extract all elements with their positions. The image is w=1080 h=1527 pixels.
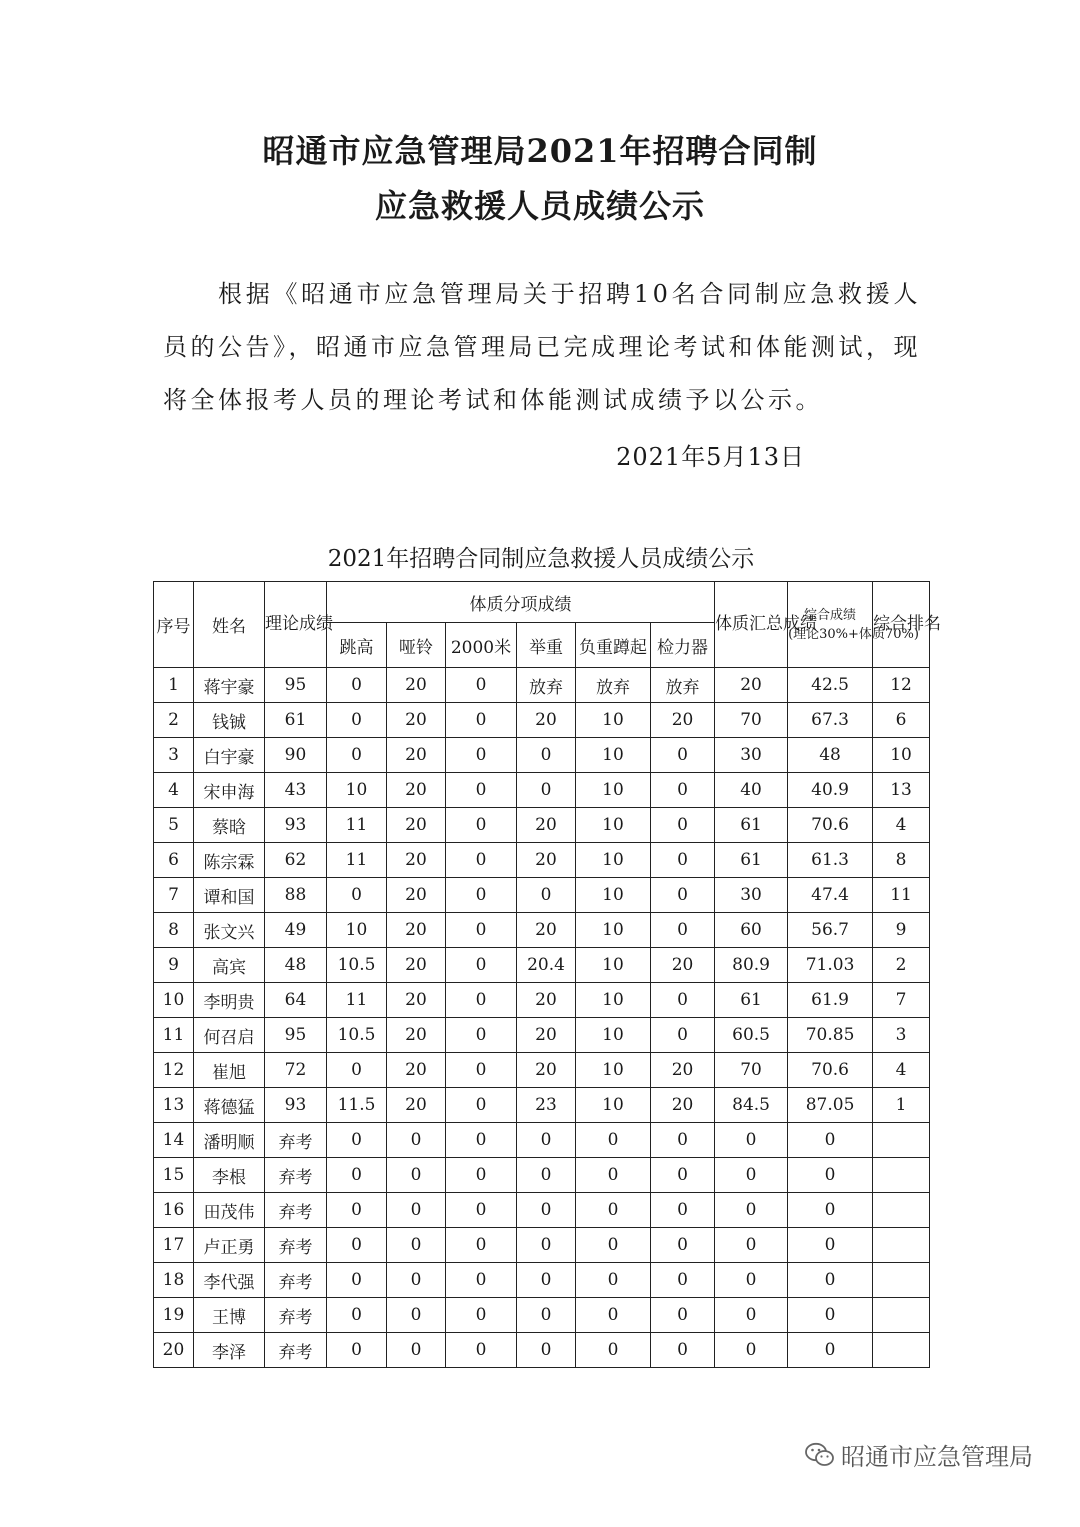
cell-weightlift: 放弃 bbox=[517, 668, 576, 703]
cell-theory: 弃考 bbox=[265, 1158, 327, 1193]
cell-weightlift: 0 bbox=[517, 1333, 576, 1368]
header-high-jump: 跳高 bbox=[327, 623, 387, 668]
cell-physical-total: 0 bbox=[715, 1193, 788, 1228]
cell-composite: 70.85 bbox=[788, 1018, 873, 1053]
cell-physical-total: 0 bbox=[715, 1123, 788, 1158]
cell-seq: 15 bbox=[154, 1158, 194, 1193]
cell-run-2000: 0 bbox=[446, 983, 517, 1018]
cell-weightlift: 0 bbox=[517, 1263, 576, 1298]
cell-run-2000: 0 bbox=[446, 1228, 517, 1263]
table-row bbox=[154, 738, 930, 773]
table-row bbox=[154, 1193, 930, 1228]
cell-dumbbell: 0 bbox=[387, 1228, 446, 1263]
cell-rank: 4 bbox=[873, 808, 930, 843]
cell-rank: 4 bbox=[873, 1053, 930, 1088]
table-row bbox=[154, 913, 930, 948]
table-row bbox=[154, 1298, 930, 1333]
cell-high-jump: 0 bbox=[327, 668, 387, 703]
cell-seq: 13 bbox=[154, 1088, 194, 1123]
cell-grip: 0 bbox=[651, 1298, 715, 1333]
cell-physical-total: 60.5 bbox=[715, 1018, 788, 1053]
cell-name: 陈宗霖 bbox=[194, 843, 265, 878]
cell-physical-total: 30 bbox=[715, 738, 788, 773]
cell-grip: 20 bbox=[651, 1088, 715, 1123]
cell-dumbbell: 20 bbox=[387, 738, 446, 773]
cell-name: 蒋德猛 bbox=[194, 1088, 265, 1123]
header-physical-total: 体质汇总成绩 bbox=[715, 582, 788, 668]
cell-rank bbox=[873, 1228, 930, 1263]
cell-seq: 7 bbox=[154, 878, 194, 913]
cell-theory: 弃考 bbox=[265, 1123, 327, 1158]
cell-theory: 93 bbox=[265, 808, 327, 843]
table-row bbox=[154, 1263, 930, 1298]
cell-high-jump: 11.5 bbox=[327, 1088, 387, 1123]
cell-weightlift: 20 bbox=[517, 1053, 576, 1088]
table-row bbox=[154, 668, 930, 703]
cell-weightlift: 20 bbox=[517, 1018, 576, 1053]
cell-name: 张文兴 bbox=[194, 913, 265, 948]
cell-dumbbell: 0 bbox=[387, 1193, 446, 1228]
cell-dumbbell: 0 bbox=[387, 1333, 446, 1368]
cell-squat: 10 bbox=[576, 1088, 651, 1123]
header-seq: 序号 bbox=[154, 582, 194, 668]
cell-squat: 0 bbox=[576, 1333, 651, 1368]
watermark bbox=[805, 1437, 1033, 1472]
cell-high-jump: 0 bbox=[327, 1123, 387, 1158]
header-composite-label: 综合成绩 bbox=[804, 607, 857, 623]
table-row bbox=[154, 1123, 930, 1158]
cell-run-2000: 0 bbox=[446, 1053, 517, 1088]
cell-composite: 0 bbox=[788, 1158, 873, 1193]
cell-high-jump: 0 bbox=[327, 878, 387, 913]
cell-weightlift: 0 bbox=[517, 878, 576, 913]
cell-name: 崔旭 bbox=[194, 1053, 265, 1088]
table-row bbox=[154, 983, 930, 1018]
cell-run-2000: 0 bbox=[446, 773, 517, 808]
cell-run-2000: 0 bbox=[446, 1088, 517, 1123]
cell-high-jump: 10.5 bbox=[327, 1018, 387, 1053]
cell-seq: 6 bbox=[154, 843, 194, 878]
cell-seq: 14 bbox=[154, 1123, 194, 1158]
cell-physical-total: 70 bbox=[715, 1053, 788, 1088]
cell-run-2000: 0 bbox=[446, 738, 517, 773]
cell-high-jump: 0 bbox=[327, 1228, 387, 1263]
cell-composite: 0 bbox=[788, 1193, 873, 1228]
cell-composite: 67.3 bbox=[788, 703, 873, 738]
cell-name: 何召启 bbox=[194, 1018, 265, 1053]
cell-seq: 11 bbox=[154, 1018, 194, 1053]
cell-name: 钱铖 bbox=[194, 703, 265, 738]
cell-grip: 0 bbox=[651, 1333, 715, 1368]
cell-seq: 17 bbox=[154, 1228, 194, 1263]
cell-grip: 0 bbox=[651, 1123, 715, 1158]
cell-dumbbell: 20 bbox=[387, 773, 446, 808]
cell-composite: 61.9 bbox=[788, 983, 873, 1018]
cell-dumbbell: 20 bbox=[387, 1088, 446, 1123]
cell-physical-total: 0 bbox=[715, 1263, 788, 1298]
cell-rank: 7 bbox=[873, 983, 930, 1018]
cell-run-2000: 0 bbox=[446, 878, 517, 913]
cell-theory: 95 bbox=[265, 668, 327, 703]
cell-rank bbox=[873, 1193, 930, 1228]
scores-table bbox=[153, 581, 942, 1368]
cell-dumbbell: 0 bbox=[387, 1158, 446, 1193]
cell-composite: 70.6 bbox=[788, 1053, 873, 1088]
cell-physical-total: 40 bbox=[715, 773, 788, 808]
cell-run-2000: 0 bbox=[446, 808, 517, 843]
cell-rank bbox=[873, 1263, 930, 1298]
header-name: 姓名 bbox=[194, 582, 265, 668]
cell-squat: 0 bbox=[576, 1123, 651, 1158]
cell-high-jump: 0 bbox=[327, 738, 387, 773]
cell-squat: 10 bbox=[576, 913, 651, 948]
cell-theory: 72 bbox=[265, 1053, 327, 1088]
cell-squat: 10 bbox=[576, 1053, 651, 1088]
cell-rank: 8 bbox=[873, 843, 930, 878]
cell-physical-total: 61 bbox=[715, 808, 788, 843]
table-row bbox=[154, 808, 930, 843]
cell-name: 谭和国 bbox=[194, 878, 265, 913]
cell-rank: 1 bbox=[873, 1088, 930, 1123]
cell-composite: 0 bbox=[788, 1263, 873, 1298]
table-row bbox=[154, 1018, 930, 1053]
header-squat: 负重蹲起 bbox=[576, 623, 651, 668]
cell-weightlift: 0 bbox=[517, 1228, 576, 1263]
cell-rank: 2 bbox=[873, 948, 930, 983]
cell-high-jump: 11 bbox=[327, 983, 387, 1018]
cell-squat: 0 bbox=[576, 1193, 651, 1228]
cell-dumbbell: 20 bbox=[387, 983, 446, 1018]
cell-name: 李根 bbox=[194, 1158, 265, 1193]
cell-composite: 0 bbox=[788, 1333, 873, 1368]
cell-squat: 10 bbox=[576, 843, 651, 878]
cell-seq: 20 bbox=[154, 1333, 194, 1368]
cell-theory: 61 bbox=[265, 703, 327, 738]
cell-composite: 40.9 bbox=[788, 773, 873, 808]
cell-name: 蔡晗 bbox=[194, 808, 265, 843]
cell-physical-total: 60 bbox=[715, 913, 788, 948]
cell-seq: 18 bbox=[154, 1263, 194, 1298]
cell-dumbbell: 0 bbox=[387, 1123, 446, 1158]
cell-grip: 0 bbox=[651, 1018, 715, 1053]
cell-grip: 0 bbox=[651, 1158, 715, 1193]
cell-grip: 20 bbox=[651, 948, 715, 983]
score-rows bbox=[154, 668, 930, 1368]
cell-weightlift: 20 bbox=[517, 983, 576, 1018]
cell-name: 李泽 bbox=[194, 1333, 265, 1368]
cell-rank: 13 bbox=[873, 773, 930, 808]
cell-high-jump: 0 bbox=[327, 1333, 387, 1368]
cell-high-jump: 0 bbox=[327, 1193, 387, 1228]
cell-squat: 10 bbox=[576, 1018, 651, 1053]
cell-grip: 0 bbox=[651, 843, 715, 878]
cell-run-2000: 0 bbox=[446, 1123, 517, 1158]
cell-weightlift: 20 bbox=[517, 703, 576, 738]
cell-squat: 0 bbox=[576, 1228, 651, 1263]
cell-theory: 43 bbox=[265, 773, 327, 808]
cell-composite: 48 bbox=[788, 738, 873, 773]
cell-composite: 56.7 bbox=[788, 913, 873, 948]
table-row bbox=[154, 1333, 930, 1368]
cell-theory: 弃考 bbox=[265, 1263, 327, 1298]
cell-high-jump: 11 bbox=[327, 808, 387, 843]
cell-seq: 9 bbox=[154, 948, 194, 983]
cell-name: 田茂伟 bbox=[194, 1193, 265, 1228]
cell-weightlift: 0 bbox=[517, 1298, 576, 1333]
cell-run-2000: 0 bbox=[446, 843, 517, 878]
cell-weightlift: 0 bbox=[517, 738, 576, 773]
cell-squat: 0 bbox=[576, 1158, 651, 1193]
cell-physical-total: 61 bbox=[715, 983, 788, 1018]
cell-theory: 93 bbox=[265, 1088, 327, 1123]
cell-composite: 42.5 bbox=[788, 668, 873, 703]
cell-composite: 0 bbox=[788, 1298, 873, 1333]
cell-run-2000: 0 bbox=[446, 913, 517, 948]
cell-rank bbox=[873, 1298, 930, 1333]
cell-squat: 10 bbox=[576, 738, 651, 773]
cell-seq: 2 bbox=[154, 703, 194, 738]
table-row bbox=[154, 1088, 930, 1123]
cell-dumbbell: 20 bbox=[387, 878, 446, 913]
cell-weightlift: 20 bbox=[517, 843, 576, 878]
cell-weightlift: 20 bbox=[517, 808, 576, 843]
cell-name: 宋申海 bbox=[194, 773, 265, 808]
cell-rank: 3 bbox=[873, 1018, 930, 1053]
cell-run-2000: 0 bbox=[446, 1193, 517, 1228]
cell-name: 白宇豪 bbox=[194, 738, 265, 773]
cell-weightlift: 0 bbox=[517, 1123, 576, 1158]
cell-grip: 0 bbox=[651, 878, 715, 913]
cell-seq: 19 bbox=[154, 1298, 194, 1333]
cell-squat: 10 bbox=[576, 983, 651, 1018]
header-composite-note: (理论30%+体质70%) bbox=[788, 626, 919, 642]
table-row bbox=[154, 948, 930, 983]
page-title-line2: 应急救援人员成绩公示 bbox=[374, 187, 705, 225]
cell-weightlift: 0 bbox=[517, 773, 576, 808]
table-row bbox=[154, 1228, 930, 1263]
cell-squat: 0 bbox=[576, 1298, 651, 1333]
cell-theory: 90 bbox=[265, 738, 327, 773]
cell-dumbbell: 20 bbox=[387, 843, 446, 878]
cell-name: 李代强 bbox=[194, 1263, 265, 1298]
cell-name: 卢正勇 bbox=[194, 1228, 265, 1263]
cell-grip: 0 bbox=[651, 1193, 715, 1228]
cell-name: 潘明顺 bbox=[194, 1123, 265, 1158]
cell-run-2000: 0 bbox=[446, 668, 517, 703]
cell-high-jump: 11 bbox=[327, 843, 387, 878]
cell-squat: 10 bbox=[576, 703, 651, 738]
cell-rank bbox=[873, 1333, 930, 1368]
header-theory: 理论成绩 bbox=[265, 582, 327, 668]
cell-physical-total: 0 bbox=[715, 1298, 788, 1333]
cell-dumbbell: 20 bbox=[387, 948, 446, 983]
cell-high-jump: 10 bbox=[327, 773, 387, 808]
cell-dumbbell: 20 bbox=[387, 1053, 446, 1088]
table-row bbox=[154, 1158, 930, 1193]
cell-dumbbell: 0 bbox=[387, 1298, 446, 1333]
cell-seq: 5 bbox=[154, 808, 194, 843]
cell-high-jump: 0 bbox=[327, 1263, 387, 1298]
cell-theory: 64 bbox=[265, 983, 327, 1018]
cell-rank bbox=[873, 1158, 930, 1193]
cell-seq: 10 bbox=[154, 983, 194, 1018]
cell-physical-total: 84.5 bbox=[715, 1088, 788, 1123]
cell-physical-total: 61 bbox=[715, 843, 788, 878]
watermark-text: 昭通市应急管理局 bbox=[841, 1443, 1033, 1471]
cell-grip: 0 bbox=[651, 983, 715, 1018]
cell-composite: 87.05 bbox=[788, 1088, 873, 1123]
cell-rank: 10 bbox=[873, 738, 930, 773]
cell-rank: 12 bbox=[873, 668, 930, 703]
header-rank: 综合排名 bbox=[873, 582, 930, 668]
cell-physical-total: 20 bbox=[715, 668, 788, 703]
cell-seq: 8 bbox=[154, 913, 194, 948]
cell-squat: 放弃 bbox=[576, 668, 651, 703]
cell-rank: 11 bbox=[873, 878, 930, 913]
cell-theory: 弃考 bbox=[265, 1193, 327, 1228]
cell-high-jump: 0 bbox=[327, 1053, 387, 1088]
cell-grip: 放弃 bbox=[651, 668, 715, 703]
cell-squat: 0 bbox=[576, 1263, 651, 1298]
cell-high-jump: 0 bbox=[327, 703, 387, 738]
cell-seq: 3 bbox=[154, 738, 194, 773]
cell-theory: 49 bbox=[265, 913, 327, 948]
cell-physical-total: 80.9 bbox=[715, 948, 788, 983]
cell-physical-total: 0 bbox=[715, 1228, 788, 1263]
table-row bbox=[154, 1053, 930, 1088]
cell-high-jump: 10 bbox=[327, 913, 387, 948]
cell-run-2000: 0 bbox=[446, 948, 517, 983]
header-dumbbell: 哑铃 bbox=[387, 623, 446, 668]
notice-paragraph: 根据《昭通市应急管理局关于招聘10名合同制应急救援人员的公告》，昭通市应急管理局已完成理论考试和体能测试，现将全体报考人员的理论考试和体能测试成绩予以公示。 bbox=[163, 280, 921, 414]
cell-composite: 61.3 bbox=[788, 843, 873, 878]
table-row bbox=[154, 878, 930, 913]
cell-high-jump: 0 bbox=[327, 1158, 387, 1193]
table-row bbox=[154, 703, 930, 738]
cell-seq: 12 bbox=[154, 1053, 194, 1088]
cell-grip: 0 bbox=[651, 738, 715, 773]
notice-date: 2021年5月13日 bbox=[616, 443, 805, 471]
cell-weightlift: 0 bbox=[517, 1193, 576, 1228]
cell-seq: 16 bbox=[154, 1193, 194, 1228]
header-grip: 检力器 bbox=[651, 623, 715, 668]
cell-run-2000: 0 bbox=[446, 1333, 517, 1368]
cell-high-jump: 10.5 bbox=[327, 948, 387, 983]
cell-name: 李明贵 bbox=[194, 983, 265, 1018]
wechat-icon bbox=[805, 1442, 835, 1468]
cell-run-2000: 0 bbox=[446, 1263, 517, 1298]
cell-seq: 4 bbox=[154, 773, 194, 808]
cell-composite: 71.03 bbox=[788, 948, 873, 983]
cell-theory: 弃考 bbox=[265, 1333, 327, 1368]
cell-theory: 弃考 bbox=[265, 1228, 327, 1263]
header-run-2000: 2000米 bbox=[446, 623, 517, 668]
page-title-line1: 昭通市应急管理局2021年招聘合同制 bbox=[262, 132, 818, 170]
cell-weightlift: 0 bbox=[517, 1158, 576, 1193]
cell-dumbbell: 20 bbox=[387, 808, 446, 843]
cell-rank: 6 bbox=[873, 703, 930, 738]
cell-run-2000: 0 bbox=[446, 1158, 517, 1193]
cell-squat: 10 bbox=[576, 808, 651, 843]
cell-composite: 47.4 bbox=[788, 878, 873, 913]
cell-high-jump: 0 bbox=[327, 1298, 387, 1333]
cell-grip: 0 bbox=[651, 1228, 715, 1263]
cell-physical-total: 0 bbox=[715, 1158, 788, 1193]
cell-run-2000: 0 bbox=[446, 703, 517, 738]
cell-grip: 20 bbox=[651, 1053, 715, 1088]
cell-theory: 48 bbox=[265, 948, 327, 983]
cell-composite: 70.6 bbox=[788, 808, 873, 843]
cell-weightlift: 20 bbox=[517, 913, 576, 948]
cell-grip: 0 bbox=[651, 913, 715, 948]
cell-rank: 9 bbox=[873, 913, 930, 948]
cell-run-2000: 0 bbox=[446, 1018, 517, 1053]
cell-name: 蒋宇豪 bbox=[194, 668, 265, 703]
cell-dumbbell: 20 bbox=[387, 703, 446, 738]
cell-physical-total: 0 bbox=[715, 1333, 788, 1368]
cell-name: 王博 bbox=[194, 1298, 265, 1333]
cell-name: 高宾 bbox=[194, 948, 265, 983]
cell-squat: 10 bbox=[576, 948, 651, 983]
cell-dumbbell: 0 bbox=[387, 1263, 446, 1298]
cell-grip: 0 bbox=[651, 1263, 715, 1298]
cell-squat: 10 bbox=[576, 878, 651, 913]
cell-dumbbell: 20 bbox=[387, 913, 446, 948]
cell-grip: 0 bbox=[651, 773, 715, 808]
cell-composite: 0 bbox=[788, 1123, 873, 1158]
cell-theory: 88 bbox=[265, 878, 327, 913]
cell-physical-total: 30 bbox=[715, 878, 788, 913]
cell-seq: 1 bbox=[154, 668, 194, 703]
table-row bbox=[154, 773, 930, 808]
cell-dumbbell: 20 bbox=[387, 668, 446, 703]
table-row bbox=[154, 843, 930, 878]
cell-run-2000: 0 bbox=[446, 1298, 517, 1333]
cell-physical-total: 70 bbox=[715, 703, 788, 738]
cell-grip: 0 bbox=[651, 808, 715, 843]
cell-grip: 20 bbox=[651, 703, 715, 738]
cell-dumbbell: 20 bbox=[387, 1018, 446, 1053]
cell-theory: 95 bbox=[265, 1018, 327, 1053]
header-physical-group: 体质分项成绩 bbox=[327, 582, 715, 623]
cell-rank bbox=[873, 1123, 930, 1158]
cell-weightlift: 20.4 bbox=[517, 948, 576, 983]
cell-theory: 62 bbox=[265, 843, 327, 878]
cell-squat: 10 bbox=[576, 773, 651, 808]
cell-weightlift: 23 bbox=[517, 1088, 576, 1123]
header-weightlift: 举重 bbox=[517, 623, 576, 668]
cell-composite: 0 bbox=[788, 1228, 873, 1263]
table-caption: 2021年招聘合同制应急救援人员成绩公示 bbox=[327, 546, 755, 572]
cell-theory: 弃考 bbox=[265, 1298, 327, 1333]
